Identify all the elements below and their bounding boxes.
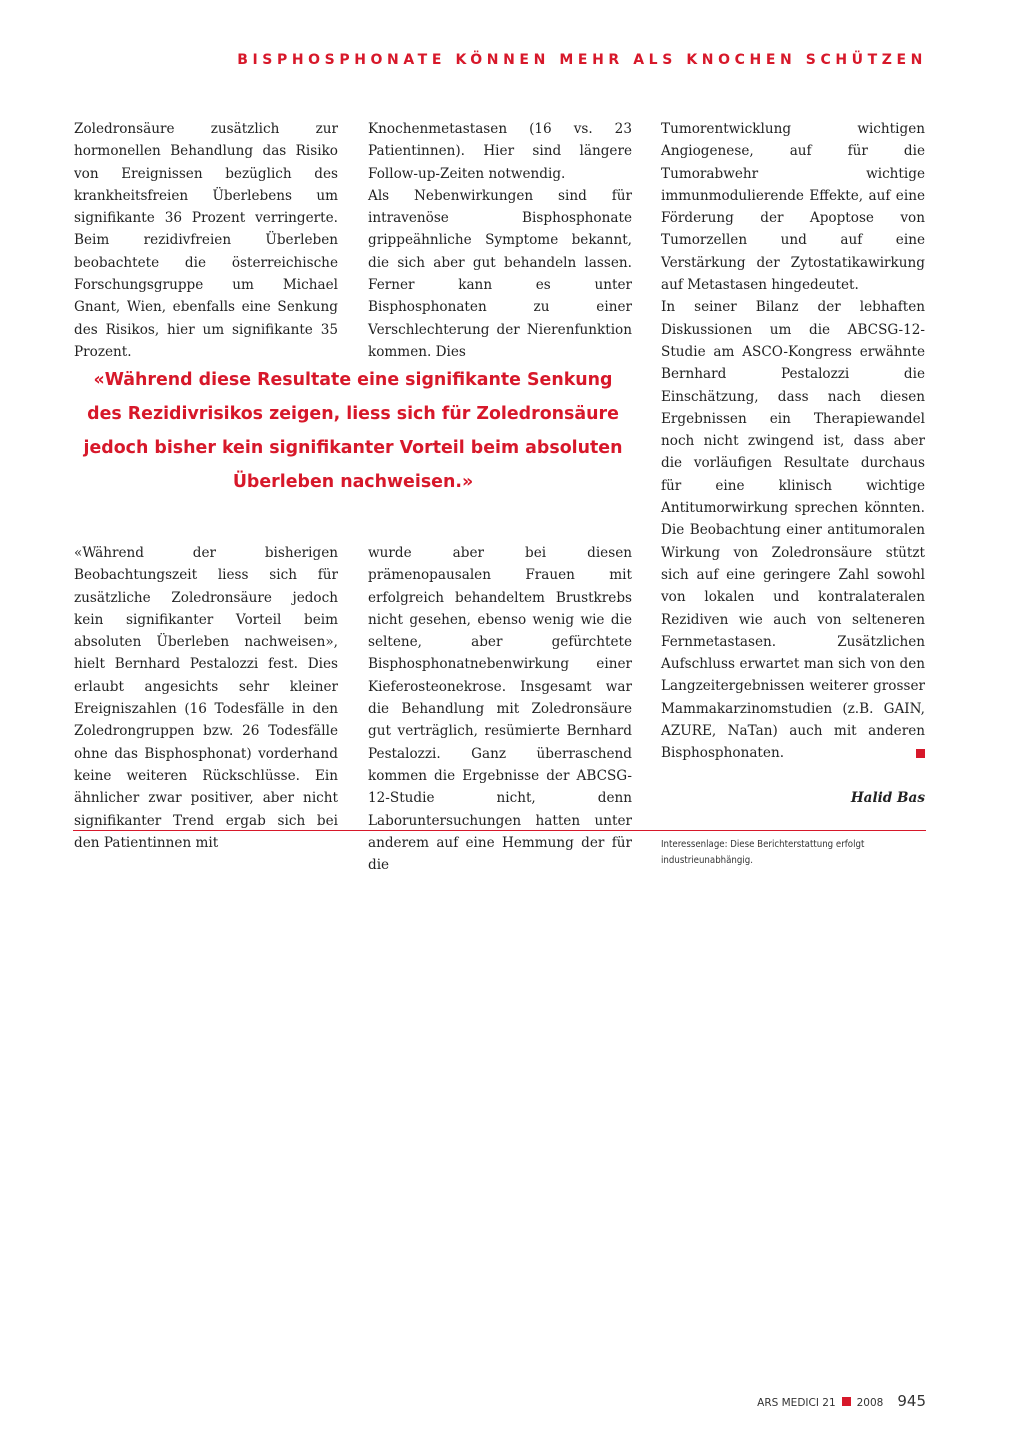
pull-quote: «Während diese Resultate eine signifikante Senkung des Rezidivrisikos zeigen, liess sich für Zoledronsäure jedoch bisher kein signifikanter Vorteil beim absoluten Überleben nachweisen.» xyxy=(83,370,623,492)
column-2-top xyxy=(368,118,632,363)
column-1-top xyxy=(74,118,338,363)
paragraph: Knochenmetastasen (16 vs. 23 Patientinnen). Hier sind längere Follow-up-Zeiten notwendig. xyxy=(368,121,632,182)
column-2-bottom xyxy=(368,542,632,876)
paragraph: Tumorentwicklung wichtigen Angiogenese, auf für die Tumorabwehr wichtige immunmodulierende Effekte, auf eine Förderung der Apoptose von Tumorzellen und auf eine Verstärkung der Zytostatikawirkung auf Metastasen hingedeutet. xyxy=(661,121,925,294)
journal-year: 2008 xyxy=(856,1397,884,1409)
paragraph: «Während der bisherigen Beobachtungszeit liess sich für zusätzliche Zoledronsäure jedoch kein signifikanter Vorteil beim absoluten Überleben nachweisen», hielt Bernhard Pestalozzi fest. Dies erlaubt angesichts sehr kleiner Ereigniszahlen (16 Todesfälle in den Zoledrongruppen bzw. 26 Todesfälle ohne das Bisphosphonat) vorderhand keine weiteren Rückschlüsse. Ein ähnlicher zwar positiver, aber nicht signifikanter Trend ergab sich bei den Patientinnen mit xyxy=(74,545,338,851)
article-end-rule xyxy=(73,830,926,831)
column-3 xyxy=(661,118,925,869)
paragraph-text: In seiner Bilanz der lebhaften Diskussionen um die ABCSG-12-Studie am ASCO-Kongress erwähnte Bernhard Pestalozzi die Einschätzung, dass nach diesen Ergebnissen ein Therapiewandel noch nicht zwingend ist, dass aber die vorläufigen Resultate durchaus für eine klinisch wichtige Antitumorwirkung sprechen könnten. Die Beobachtung einer antitumoralen Wirkung von Zoledronsäure stützt sich auf eine geringere Zahl sowohl von lokalen und kontralateralen Rezidiven wie auch von selteneren Fernmetastasen. Zusätzlichen Aufschluss erwartet man sich von den Langzeitergebnissen weiterer grosser Mammakarzinomstudien (z.B. GAIN, AZURE, NaTan) auch mit anderen Bisphosphonaten. xyxy=(661,299,925,762)
disclosure-note: Interessenlage: Diese Berichterstattung erfolgt industrieunabhängig. xyxy=(661,838,865,866)
paragraph: wurde aber bei diesen prämenopausalen Frauen mit erfolgreich behandeltem Brustkrebs nicht gesehen, ebenso wenig wie die seltene, aber gefürchtete Bisphosphonatnebenwirkung einer Kieferosteonekrose. Insgesamt war die Behandlung mit Zoledronsäure gut verträglich, resümierte Bernhard Pestalozzi. Ganz überraschend kommen die Ergebnisse der ABCSG-12-Studie nicht, denn Laboruntersuchungen hatten unter anderem auf eine Hemmung der für die xyxy=(368,545,632,874)
page-number: 945 xyxy=(897,1392,926,1410)
paragraph: Als Nebenwirkungen sind für intravenöse Bisphosphonate grippeähnliche Symptome bekannt, die sich aber gut behandeln lassen. Ferner kann es unter Bisphosphonaten zu einer Verschlechterung der Nierenfunktion kommen. Dies xyxy=(368,187,632,360)
journal-name: ARS MEDICI 21 xyxy=(757,1397,836,1409)
column-1-bottom xyxy=(74,542,338,854)
end-of-article-square-icon xyxy=(916,749,925,758)
paragraph-with-end-mark xyxy=(661,296,925,764)
paragraph: Zoledronsäure zusätzlich zur hormonellen Behandlung das Risiko von Ereignissen bezüglich des krankheitsfreien Überlebens um signifikante 36 Prozent verringerte. Beim rezidivfreien Überleben beobachtete die österreichische Forschungsgruppe um Michael Gnant, Wien, ebenfalls eine Senkung des Risikos, hier um signifikante 35 Prozent. xyxy=(74,121,338,360)
author-byline: Halid Bas xyxy=(850,789,925,806)
separator-square-icon xyxy=(842,1397,851,1406)
page-footer xyxy=(757,1392,926,1410)
running-head: BISPHOSPHONATE KÖNNEN MEHR ALS KNOCHEN SCHÜTZEN xyxy=(237,52,927,68)
